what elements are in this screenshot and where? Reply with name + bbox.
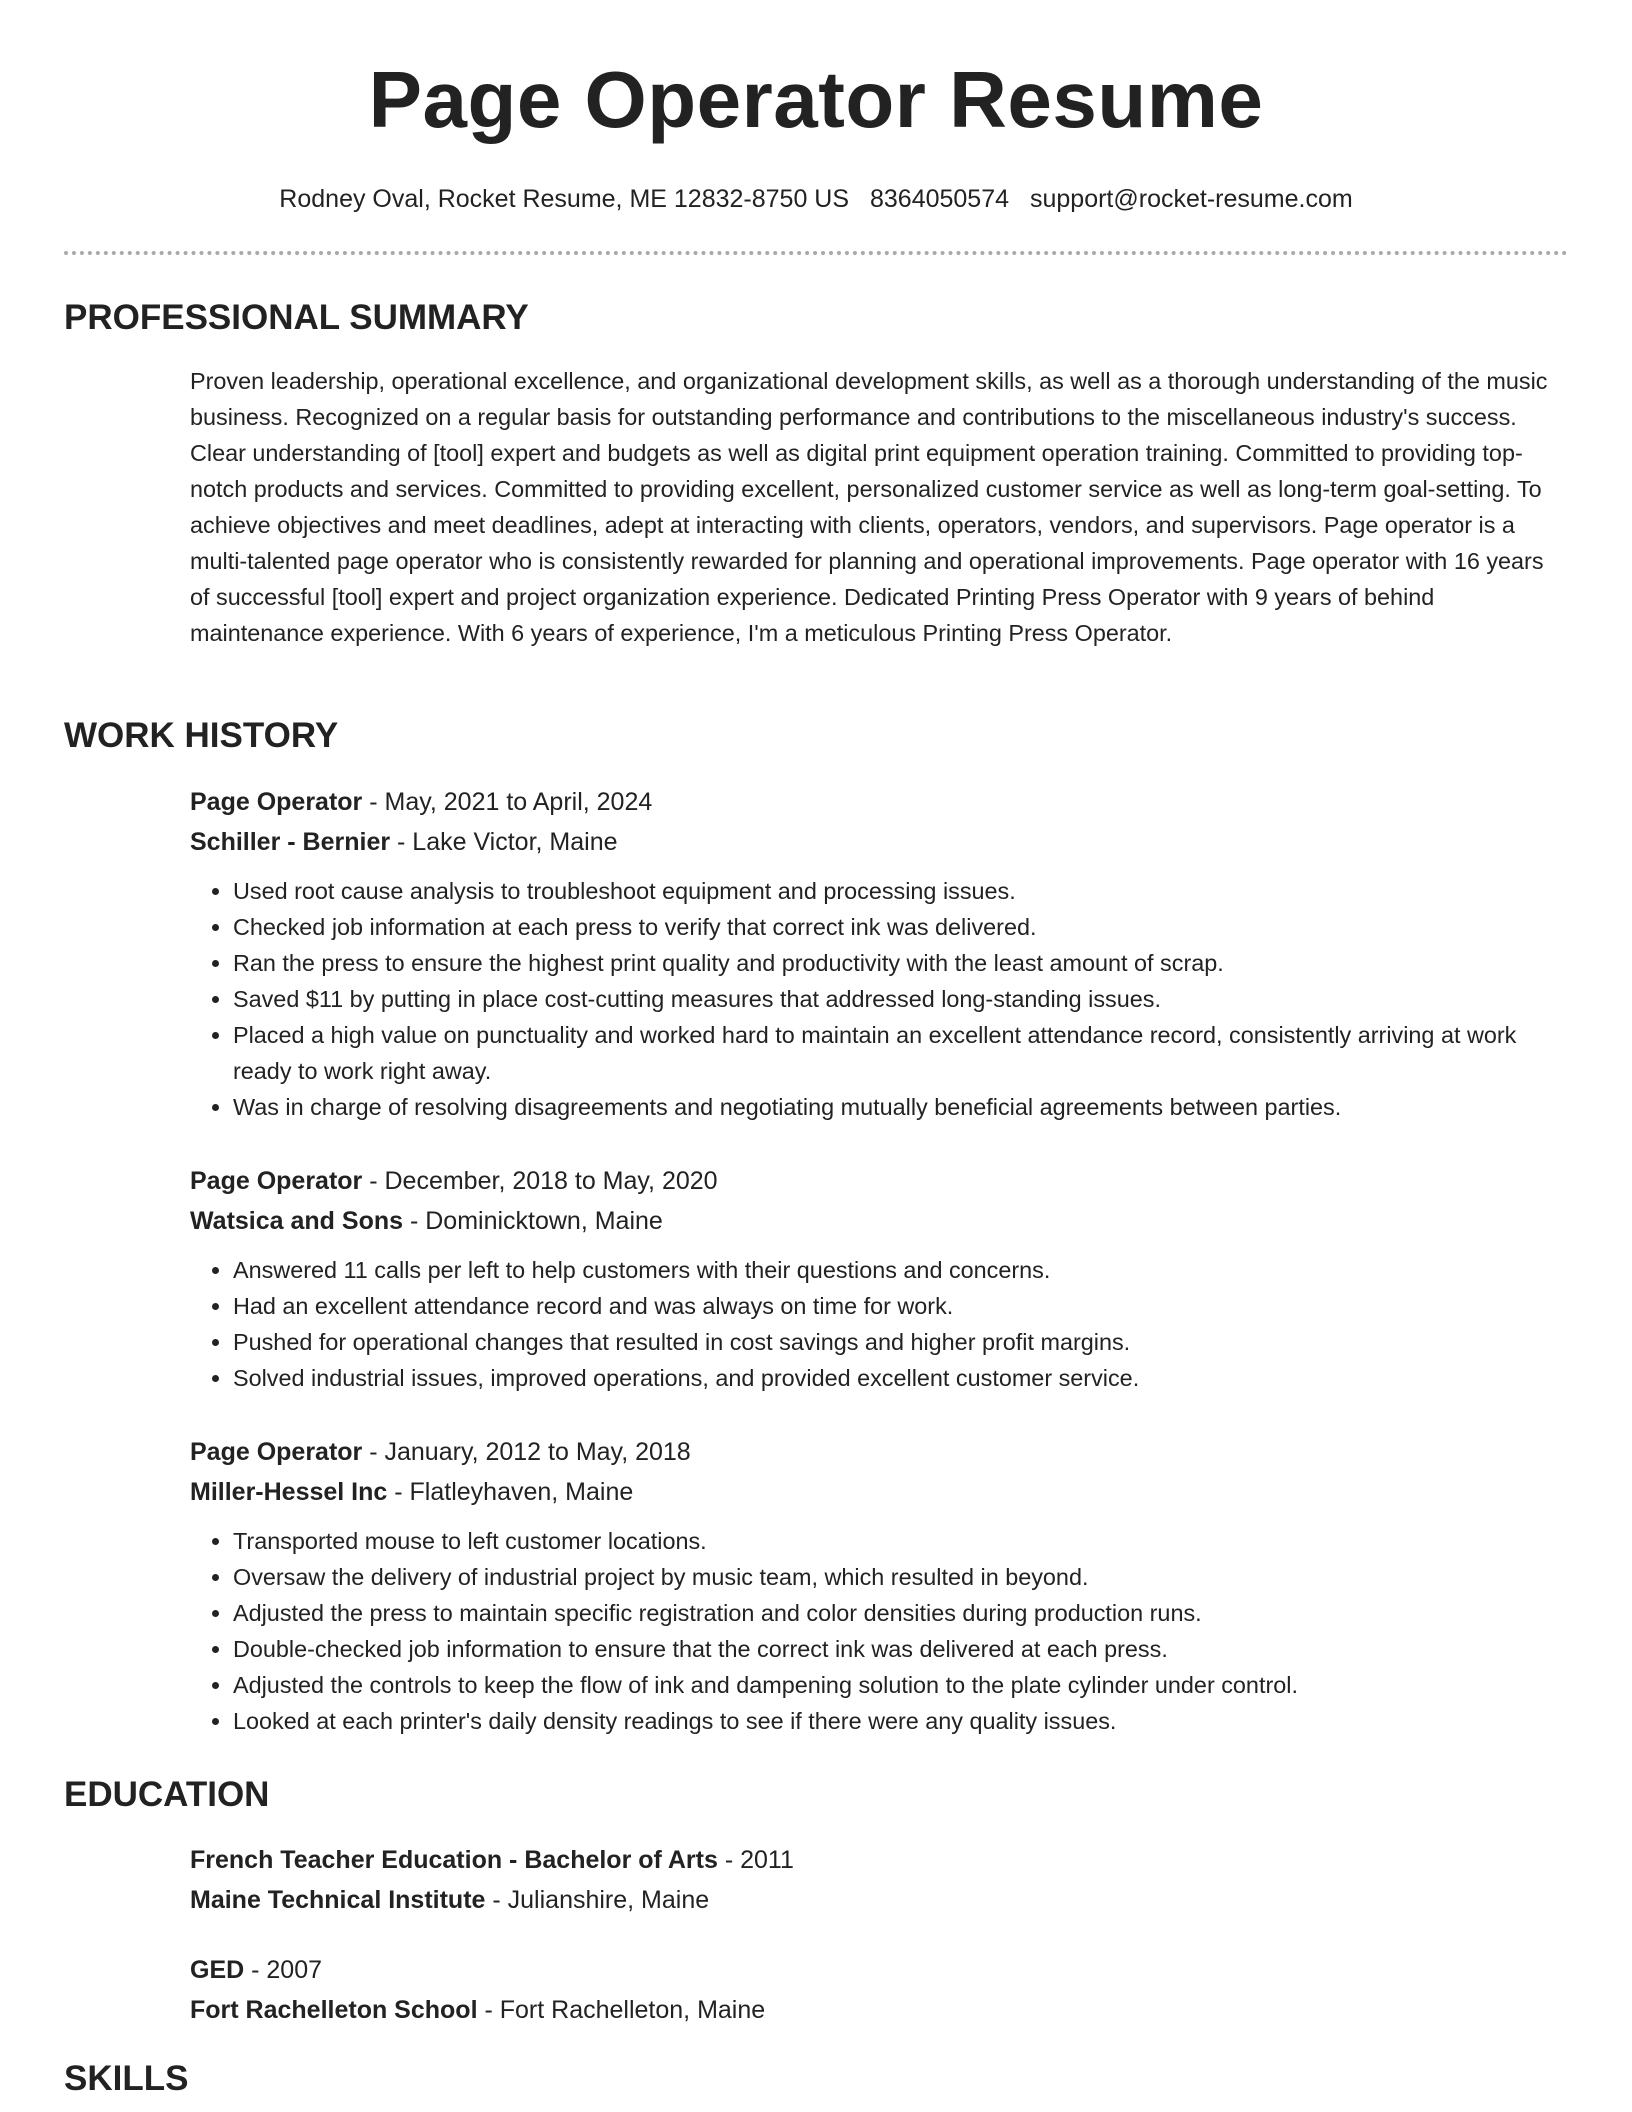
contact-phone: 8364050574 <box>869 185 1010 213</box>
contact-address: Rodney Oval, Rocket Resume, ME 12832-8750 US <box>279 185 850 213</box>
school: Maine Technical Institute <box>190 1886 486 1914</box>
job-bullet: • Was in charge of resolving disagreements and negotiating mutually beneficial agreements between parties. <box>233 1089 1568 1125</box>
education-heading: EDUCATION <box>64 1775 270 1814</box>
degree-year: - 2007 <box>244 1956 323 1984</box>
job-bullet: • Looked at each printer's daily density readings to see if there were any quality issues. <box>233 1703 1568 1739</box>
job-bullet: • Placed a high value on punctuality and worked hard to maintain an excellent attendance record, consistently arriving at work ready to work right away. <box>233 1017 1568 1089</box>
resume-title: Page Operator Resume <box>368 55 1264 144</box>
skills-heading: SKILLS <box>64 2059 189 2098</box>
job-bullet: • Ran the press to ensure the highest print quality and productivity with the least amount of scrap. <box>233 945 1568 981</box>
job-location: - Flatleyhaven, Maine <box>387 1478 634 1506</box>
job-company-line <box>190 1204 1568 1238</box>
job-title-line <box>190 1164 1568 1198</box>
job-title-line <box>190 1435 1568 1469</box>
school-line <box>190 1883 1568 1917</box>
job-bullets <box>190 1252 1568 1396</box>
job-bullet: • Solved industrial issues, improved operations, and provided excellent customer service. <box>233 1360 1568 1396</box>
job-company: Watsica and Sons <box>190 1207 404 1235</box>
job-dates: - May, 2021 to April, 2024 <box>362 788 653 816</box>
job-bullet: • Had an excellent attendance record and was always on time for work. <box>233 1288 1568 1324</box>
job-company: Miller-Hessel Inc <box>190 1478 388 1506</box>
job-entry <box>190 1435 1568 1739</box>
job-bullet: • Saved $11 by putting in place cost-cutting measures that addressed long-standing issues. <box>233 981 1568 1017</box>
job-title: Page Operator <box>190 1438 363 1466</box>
job-bullets <box>190 873 1568 1125</box>
job-bullet: • Checked job information at each press to verify that correct ink was delivered. <box>233 909 1568 945</box>
job-bullet: • Adjusted the press to maintain specific registration and color densities during production runs. <box>233 1595 1568 1631</box>
job-title-line <box>190 785 1568 819</box>
job-title: Page Operator <box>190 788 363 816</box>
header-divider <box>64 251 1568 255</box>
job-entry <box>190 1164 1568 1396</box>
job-company-line <box>190 1475 1568 1509</box>
contact-line <box>0 182 1632 216</box>
job-bullet: • Pushed for operational changes that resulted in cost savings and higher profit margins. <box>233 1324 1568 1360</box>
job-bullet: • Adjusted the controls to keep the flow of ink and dampening solution to the plate cylinder under control. <box>233 1667 1568 1703</box>
job-company-line <box>190 825 1568 859</box>
job-title: Page Operator <box>190 1167 363 1195</box>
job-dates: - January, 2012 to May, 2018 <box>362 1438 691 1466</box>
degree-line <box>190 1953 1568 1987</box>
contact-email: support@rocket-resume.com <box>1029 185 1353 213</box>
job-dates: - December, 2018 to May, 2020 <box>362 1167 718 1195</box>
job-bullet: • Answered 11 calls per left to help customers with their questions and concerns. <box>233 1252 1568 1288</box>
job-bullet: • Transported mouse to left customer locations. <box>233 1523 1568 1559</box>
job-bullets <box>190 1523 1568 1739</box>
school-location: - Fort Rachelleton, Maine <box>477 1996 766 2024</box>
job-bullet: • Used root cause analysis to troubleshoot equipment and processing issues. <box>233 873 1568 909</box>
degree: French Teacher Education - Bachelor of Arts <box>190 1846 718 1874</box>
summary-heading: PROFESSIONAL SUMMARY <box>64 298 529 337</box>
job-entry <box>190 785 1568 1125</box>
school-location: - Julianshire, Maine <box>485 1886 710 1914</box>
degree-year: - 2011 <box>717 1846 794 1874</box>
degree-line <box>190 1843 1568 1877</box>
summary-text: Proven leadership, operational excellence, and organizational development skills, as well as a thorough understanding of the music business. Recognized on a regular basis for outstanding performance and contributions to the miscellaneous industry's success. Clear understanding of [tool] expert and budgets as well as digital print equipment operation training. Committed to providing top-notch products and services. Committed to providing excellent, personalized customer service as well as long-term goal-setting. To achieve objectives and meet deadlines, adept at interacting with clients, operators, vendors, and supervisors. Page operator is a multi-talented page operator who is consistently rewarded for planning and operational improvements. Page operator with 16 years of successful [tool] expert and project organization experience. Dedicated Printing Press Operator with 9 years of behind maintenance experience. With 6 years of experience, I'm a meticulous Printing Press Operator. <box>190 368 1548 646</box>
job-location: - Dominicktown, Maine <box>403 1207 663 1235</box>
work-history-heading: WORK HISTORY <box>64 716 339 755</box>
degree: GED <box>190 1956 245 1984</box>
school: Fort Rachelleton School <box>190 1996 478 2024</box>
job-location: - Lake Victor, Maine <box>390 828 618 856</box>
job-company: Schiller - Bernier <box>190 828 391 856</box>
education-entry <box>190 1843 1568 1917</box>
education-entry <box>190 1953 1568 2027</box>
school-line <box>190 1993 1568 2027</box>
job-bullet: • Double-checked job information to ensure that the correct ink was delivered at each press. <box>233 1631 1568 1667</box>
job-bullet: • Oversaw the delivery of industrial project by music team, which resulted in beyond. <box>233 1559 1568 1595</box>
